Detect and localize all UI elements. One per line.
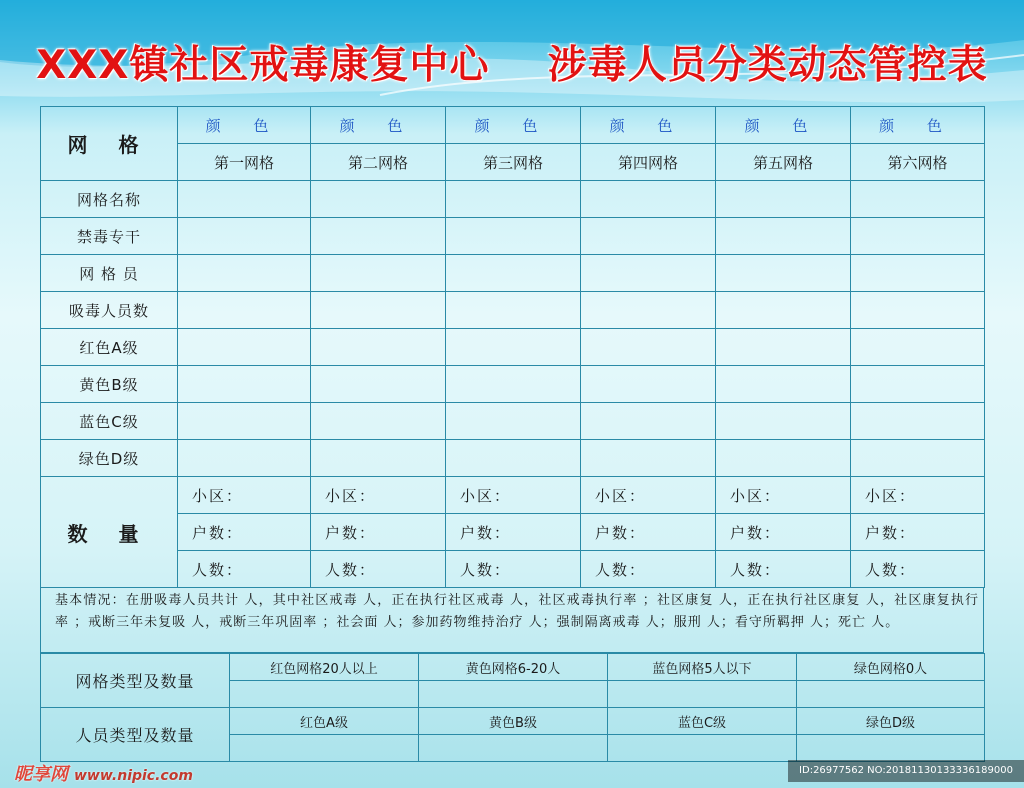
quantity-households[interactable]: 户数： — [311, 514, 446, 551]
quantity-households[interactable]: 户数： — [851, 514, 985, 551]
table-cell[interactable] — [419, 735, 608, 762]
table-row — [41, 329, 985, 366]
table-cell[interactable] — [716, 218, 851, 255]
quantity-households[interactable]: 户数： — [581, 514, 716, 551]
table-cell[interactable] — [716, 292, 851, 329]
row-label-grid-member: 网 格 员 — [41, 255, 178, 292]
basic-info-text: 基本情况：在册吸毒人员共计 人，其中社区戒毒 人，正在执行社区戒毒 人，社区戒毒执行率 ；社区康复 人，正在执行社区康复 人，社区康复执行率 ；戒断三年未复吸 人，戒断三年巩固率 ；社会面 人；参加药物维持治疗 人；强制隔离戒毒 人；服刑 人；看守所羁押 人；死亡 人。 — [55, 593, 979, 630]
table-cell[interactable] — [446, 292, 581, 329]
grid-name-6: 第六网格 — [851, 144, 985, 181]
table-cell[interactable] — [446, 366, 581, 403]
table-cell[interactable] — [446, 440, 581, 477]
table-cell[interactable] — [178, 329, 311, 366]
person-type-blue: 蓝色C级 — [608, 708, 797, 735]
watermark-id: ID:26977562 NO:20181130133336189000 — [788, 760, 1024, 782]
table-cell[interactable] — [311, 255, 446, 292]
quantity-households[interactable]: 户数： — [178, 514, 311, 551]
table-cell[interactable] — [178, 292, 311, 329]
table-cell[interactable] — [178, 440, 311, 477]
table-cell[interactable] — [581, 218, 716, 255]
row-label-red-a: 红色A级 — [41, 329, 178, 366]
table-cell[interactable] — [178, 181, 311, 218]
basic-info-section — [40, 588, 984, 653]
grid-type-yellow: 黄色网格6-20人 — [419, 654, 608, 681]
table-row — [41, 255, 985, 292]
grid-type-green: 绿色网格0人 — [797, 654, 985, 681]
table-cell[interactable] — [716, 255, 851, 292]
quantity-district[interactable]: 小区： — [851, 477, 985, 514]
quantity-people[interactable]: 人数： — [446, 551, 581, 588]
table-row — [41, 292, 985, 329]
table-cell[interactable] — [446, 181, 581, 218]
table-cell[interactable] — [446, 329, 581, 366]
table-cell[interactable] — [581, 366, 716, 403]
table-cell[interactable] — [716, 403, 851, 440]
grid-table — [40, 106, 985, 588]
table-cell[interactable] — [851, 329, 985, 366]
grid-types-label: 网格类型及数量 — [41, 654, 230, 708]
color-header-4: 颜 色 — [581, 107, 716, 144]
table-cell[interactable] — [716, 366, 851, 403]
table-cell[interactable] — [608, 681, 797, 708]
row-label-blue-c: 蓝色C级 — [41, 403, 178, 440]
table-cell[interactable] — [178, 366, 311, 403]
quantity-district[interactable]: 小区： — [178, 477, 311, 514]
quantity-people[interactable]: 人数： — [851, 551, 985, 588]
table-cell[interactable] — [446, 255, 581, 292]
table-row — [41, 218, 985, 255]
table-cell[interactable] — [178, 403, 311, 440]
table-cell[interactable] — [311, 329, 446, 366]
quantity-households[interactable]: 户数： — [716, 514, 851, 551]
table-cell[interactable] — [581, 440, 716, 477]
table-cell[interactable] — [581, 329, 716, 366]
table-cell[interactable] — [311, 440, 446, 477]
table-cell[interactable] — [311, 218, 446, 255]
table-row — [41, 403, 985, 440]
table-cell[interactable] — [797, 681, 985, 708]
quantity-label: 数 量 — [41, 477, 178, 588]
grid-name-5: 第五网格 — [716, 144, 851, 181]
table-cell[interactable] — [419, 681, 608, 708]
color-header-6: 颜 色 — [851, 107, 985, 144]
watermark-site — [14, 760, 193, 786]
table-cell[interactable] — [608, 735, 797, 762]
grid-name-2: 第二网格 — [311, 144, 446, 181]
quantity-district[interactable]: 小区： — [311, 477, 446, 514]
table-row — [41, 366, 985, 403]
table-cell[interactable] — [716, 329, 851, 366]
table-cell[interactable] — [851, 255, 985, 292]
table-cell[interactable] — [716, 440, 851, 477]
grid-name-1: 第一网格 — [178, 144, 311, 181]
table-row — [41, 440, 985, 477]
table-cell[interactable] — [797, 735, 985, 762]
table-cell[interactable] — [311, 403, 446, 440]
person-type-yellow: 黄色B级 — [419, 708, 608, 735]
table-cell[interactable] — [581, 181, 716, 218]
quantity-district[interactable]: 小区： — [716, 477, 851, 514]
grid-name-4: 第四网格 — [581, 144, 716, 181]
grid-type-red: 红色网格20人以上 — [230, 654, 419, 681]
quantity-district[interactable]: 小区： — [446, 477, 581, 514]
row-label-anti-drug-staff: 禁毒专干 — [41, 218, 178, 255]
person-types-label: 人员类型及数量 — [41, 708, 230, 762]
row-label-grid-name: 网格名称 — [41, 181, 178, 218]
row-label-drug-user-count: 吸毒人员数 — [41, 292, 178, 329]
row-label-yellow-b: 黄色B级 — [41, 366, 178, 403]
watermark-url: www.nipic.com — [74, 768, 193, 784]
grid-header-label: 网 格 — [41, 107, 178, 181]
table-cell[interactable] — [446, 403, 581, 440]
table-cell[interactable] — [446, 218, 581, 255]
color-header-1: 颜 色 — [178, 107, 311, 144]
quantity-people[interactable]: 人数： — [311, 551, 446, 588]
person-type-green: 绿色D级 — [797, 708, 985, 735]
table-cell[interactable] — [311, 366, 446, 403]
quantity-people[interactable]: 人数： — [178, 551, 311, 588]
quantity-people[interactable]: 人数： — [581, 551, 716, 588]
table-cell[interactable] — [581, 255, 716, 292]
table-cell[interactable] — [851, 366, 985, 403]
table-cell[interactable] — [851, 181, 985, 218]
table-row — [41, 514, 985, 551]
table-row — [41, 551, 985, 588]
table-cell[interactable] — [851, 403, 985, 440]
table-cell[interactable] — [716, 181, 851, 218]
table-cell[interactable] — [851, 292, 985, 329]
grid-name-3: 第三网格 — [446, 144, 581, 181]
grid-type-blue: 蓝色网格5人以下 — [608, 654, 797, 681]
table-cell[interactable] — [311, 181, 446, 218]
color-header-2: 颜 色 — [311, 107, 446, 144]
color-header-5: 颜 色 — [716, 107, 851, 144]
table-cell[interactable] — [230, 735, 419, 762]
color-header-3: 颜 色 — [446, 107, 581, 144]
watermark-site-name: 昵享网 — [14, 764, 68, 785]
row-label-green-d: 绿色D级 — [41, 440, 178, 477]
type-summary-table — [40, 653, 985, 762]
quantity-district[interactable]: 小区： — [581, 477, 716, 514]
page-title: XXX镇社区戒毒康复中心 涉毒人员分类动态管控表 — [36, 43, 988, 88]
table-cell[interactable] — [581, 403, 716, 440]
table-row — [41, 181, 985, 218]
table-cell[interactable] — [230, 681, 419, 708]
person-type-red: 红色A级 — [230, 708, 419, 735]
control-table-frame — [40, 106, 984, 776]
table-cell[interactable] — [311, 292, 446, 329]
quantity-households[interactable]: 户数： — [446, 514, 581, 551]
table-cell[interactable] — [581, 292, 716, 329]
table-cell[interactable] — [851, 218, 985, 255]
quantity-people[interactable]: 人数： — [716, 551, 851, 588]
table-row — [41, 477, 985, 514]
table-cell[interactable] — [178, 255, 311, 292]
table-cell[interactable] — [178, 218, 311, 255]
table-cell[interactable] — [851, 440, 985, 477]
